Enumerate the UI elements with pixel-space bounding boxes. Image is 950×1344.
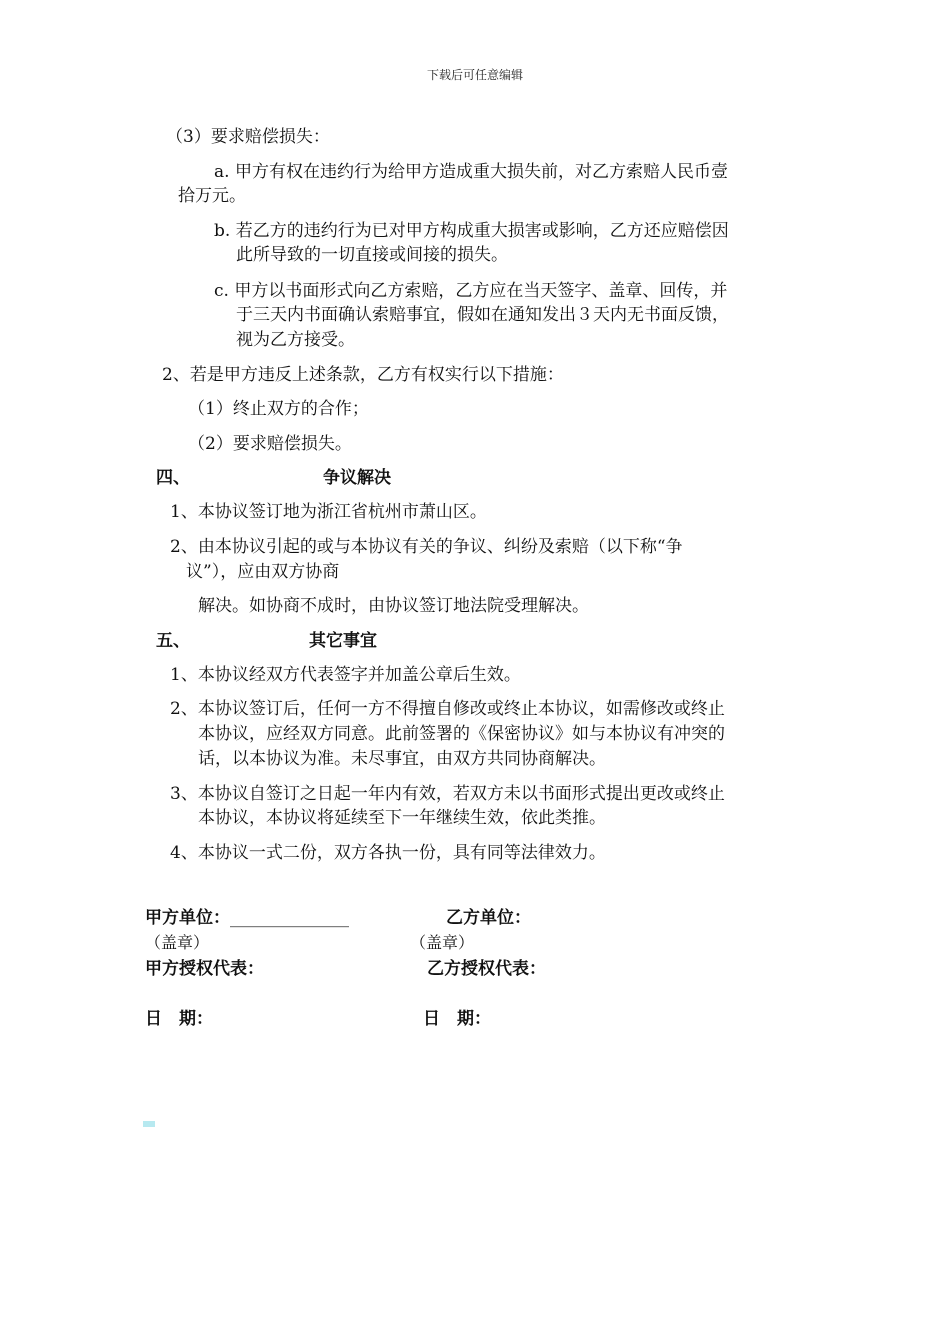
clause-3-item-3: （3）要求赔偿损失： [166, 127, 330, 147]
section-4-title: 争议解决 [323, 468, 391, 488]
section-4-number: 四、 [156, 468, 190, 488]
party-a-unit-label: 甲方单位： [145, 908, 230, 928]
section-5-para-2-line-1: 2、本协议签订后，任何一方不得擅自修改或终止本协议，如需修改或终止 [170, 699, 725, 719]
clause-a-line-2: 拾万元。 [178, 186, 246, 206]
clause-c-line-1: c. 甲方以书面形式向乙方索赔，乙方应在当天签字、盖章、回传，并 [214, 281, 728, 301]
section-4-para-2-line-2: 议”），应由双方协商 [186, 562, 340, 582]
clause-3-sub-2: （2）要求赔偿损失。 [188, 434, 352, 454]
section-5-para-4: 4、本协议一式二份，双方各执一份，具有同等法律效力。 [170, 843, 606, 863]
party-b-date-label: 日 期： [423, 1009, 491, 1029]
section-5-para-3-line-2: 本协议，本协议将延续至下一年继续生效，依此类推。 [198, 808, 606, 828]
clause-b-line-1: b. 若乙方的违约行为已对甲方构成重大损害或影响，乙方还应赔偿因 [214, 221, 729, 241]
party-a-date-label: 日 期： [145, 1009, 213, 1029]
party-a-unit-blank: ______________ [230, 908, 349, 928]
party-a-rep-label: 甲方授权代表： [145, 959, 264, 979]
section-4-para-2-line-3: 解决。如协商不成时，由协议签订地法院受理解决。 [198, 596, 589, 616]
text-marker [143, 1121, 155, 1127]
section-5-title: 其它事宜 [309, 631, 377, 651]
section-5-number: 五、 [156, 631, 190, 651]
section-4-para-2-line-1: 2、由本协议引起的或与本协议有关的争议、纠纷及索赔（以下称“争 [170, 537, 683, 557]
clause-b-line-2: 此所导致的一切直接或间接的损失。 [236, 245, 508, 265]
clause-c-line-3: 视为乙方接受。 [236, 330, 355, 350]
section-5-para-3-line-1: 3、本协议自签订之日起一年内有效，若双方未以书面形式提出更改或终止 [170, 784, 725, 804]
party-a-stamp: （盖章） [145, 933, 210, 952]
party-b-rep-label: 乙方授权代表： [427, 959, 546, 979]
party-b-unit-label: 乙方单位： [446, 908, 531, 928]
section-5-para-2-line-3: 话，以本协议为准。未尽事宜，由双方共同协商解决。 [198, 749, 606, 769]
party-b-stamp: （盖章） [410, 933, 475, 952]
clause-3-item-2: 2、若是甲方违反上述条款，乙方有权实行以下措施： [162, 365, 564, 385]
clause-a-line-1: a. 甲方有权在违约行为给甲方造成重大损失前，对乙方索赔人民币壹 [214, 162, 728, 182]
section-4-para-1: 1、本协议签订地为浙江省杭州市萧山区。 [170, 502, 487, 522]
page-header: 下载后可任意编辑 [426, 68, 523, 82]
party-a-unit-row [145, 907, 349, 929]
clause-c-line-2: 于三天内书面确认索赔事宜，假如在通知发出３天内无书面反馈， [236, 305, 729, 325]
clause-3-sub-1: （1）终止双方的合作； [188, 399, 369, 419]
section-5-para-1: 1、本协议经双方代表签字并加盖公章后生效。 [170, 665, 521, 685]
section-5-para-2-line-2: 本协议，应经双方同意。此前签署的《保密协议》如与本协议有冲突的 [198, 724, 725, 744]
